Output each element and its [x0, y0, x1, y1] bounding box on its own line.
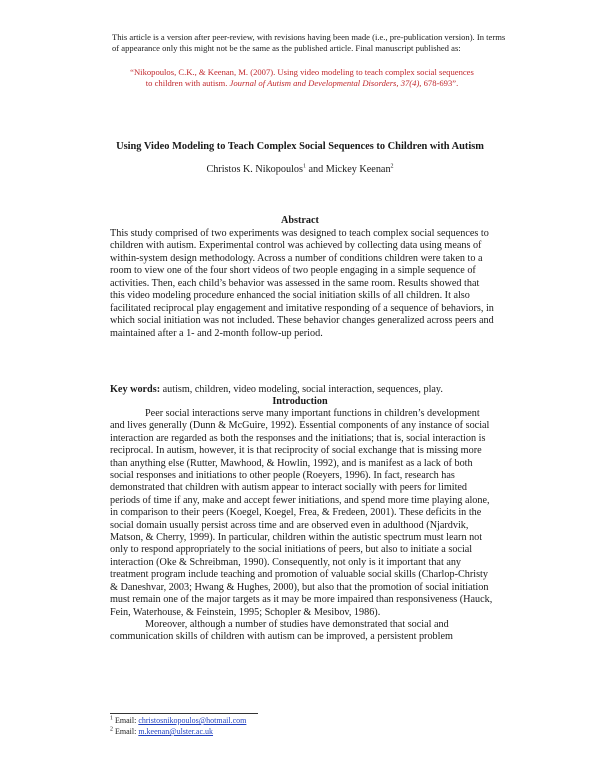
footnote-1-label: Email:	[115, 716, 137, 725]
author-1-footnote-marker: 1	[302, 163, 306, 170]
paper-title: Using Video Modeling to Teach Complex Social Sequences to Children with Autism	[116, 141, 484, 152]
introduction-body	[110, 408, 496, 644]
author-2: Mickey Keenan	[325, 164, 391, 175]
footnote-1-email-link[interactable]: christosnikopoulos@hotmail.com	[138, 716, 247, 725]
footnote-1	[110, 716, 410, 726]
keywords-list: autism, children, video modeling, social interaction, sequences, play.	[162, 384, 443, 395]
footnote-1-number: 1	[110, 715, 113, 722]
version-notice: This article is a version after peer-review, with revisions having been made (i.e., pre-publication version). In terms of appearance only this might not be the same as the published article. Final manuscript published as:	[112, 32, 506, 54]
citation-pages: 678-693”.	[423, 78, 459, 89]
footnote-divider	[110, 713, 258, 714]
intro-paragraph-2: Moreover, although a number of studies have demonstrated that social and communication skills of children with autism can be improved, a persistent problem	[110, 618, 453, 643]
citation	[112, 67, 492, 89]
abstract-heading: Abstract	[281, 215, 319, 226]
author-conjunction: and	[308, 164, 324, 175]
author-line	[110, 164, 490, 176]
abstract-body: This study comprised of two experiments was designed to teach complex social sequences to children with autism. Experimental control was achieved by collecting data using means of within-system design methodology. Across a number of conditions children were taken to a room to view one of the four short videos of two people engaging in a simple sequence of activities. Then, each child’s behavior was assessed in the same room. Results showed that this video modeling procedure enhanced the social initiation skills of all children. It also facilitated reciprocal play engagement and imitative responding of a sequence of behaviors, in which social initiation was not included. These behavior changes generalized across peers and maintained after a 1- and 2-month follow-up period.	[110, 228, 494, 339]
author-1: Christos K. Nikopoulos	[206, 164, 303, 175]
footnote-2-label: Email:	[115, 727, 137, 736]
footnote-2-number: 2	[110, 726, 113, 733]
keywords	[110, 384, 496, 396]
footnote-2-email-link[interactable]: m.keenan@ulster.ac.uk	[138, 727, 214, 736]
keywords-label: Key words:	[110, 384, 161, 395]
citation-line1: “Nikopoulos, C.K., & Keenan, M. (2007). Using video modeling to teach complex social sequences	[130, 67, 474, 77]
footnote-2	[110, 727, 410, 737]
author-2-footnote-marker: 2	[390, 163, 394, 170]
citation-line2: to children with autism.	[145, 78, 228, 89]
citation-journal: Journal of Autism and Developmental Disorders, 37(4),	[229, 78, 422, 89]
introduction-heading: Introduction	[272, 396, 328, 407]
intro-paragraph-1: Peer social interactions serve many important functions in children’s development and lives generally (Dunn & McGuire, 1992). Essential components of any instance of social interaction are regarded as both the responses and the initiations; that is, social interaction is reciprocal. In autism, however, it is that reciprocity of social exchange that is missing more than anything else (Rutter, Mawhood, & Howlin, 1992), and is manifest as a lack of both social responses and initiations to other people (Roeyers, 1996). In fact, research has demonstrated that children with autism appear to interact socially with peers for limited periods of time if any, make and accept fewer initiations, and spend more time playing alone, in comparison to their peers (Koegel, Koegel, Frea, & Fredeen, 2001). These deficits in the social domain usually persist across time and are observed even in adulthood (Njardvik, Matson, & Cherry, 1999). In particular, children within the autistic spectrum must learn not only to respond appropriately to the social initiations of peers, but also to initiate a social interaction (Oke & Schreibman, 1990). Consequently, not only is it important that any treatment program include teaching and promotion of valuable social skills (Charlop-Christy & Daneshvar, 2003; Hwang & Hughes, 2000), but also that the promotion of social initiation must remain one of the major targets as it may be more impaired than responsiveness (Hauck, Fein, Waterhouse, & Feinstein, 1995; Schopler & Mesibov, 1986).	[110, 408, 493, 618]
